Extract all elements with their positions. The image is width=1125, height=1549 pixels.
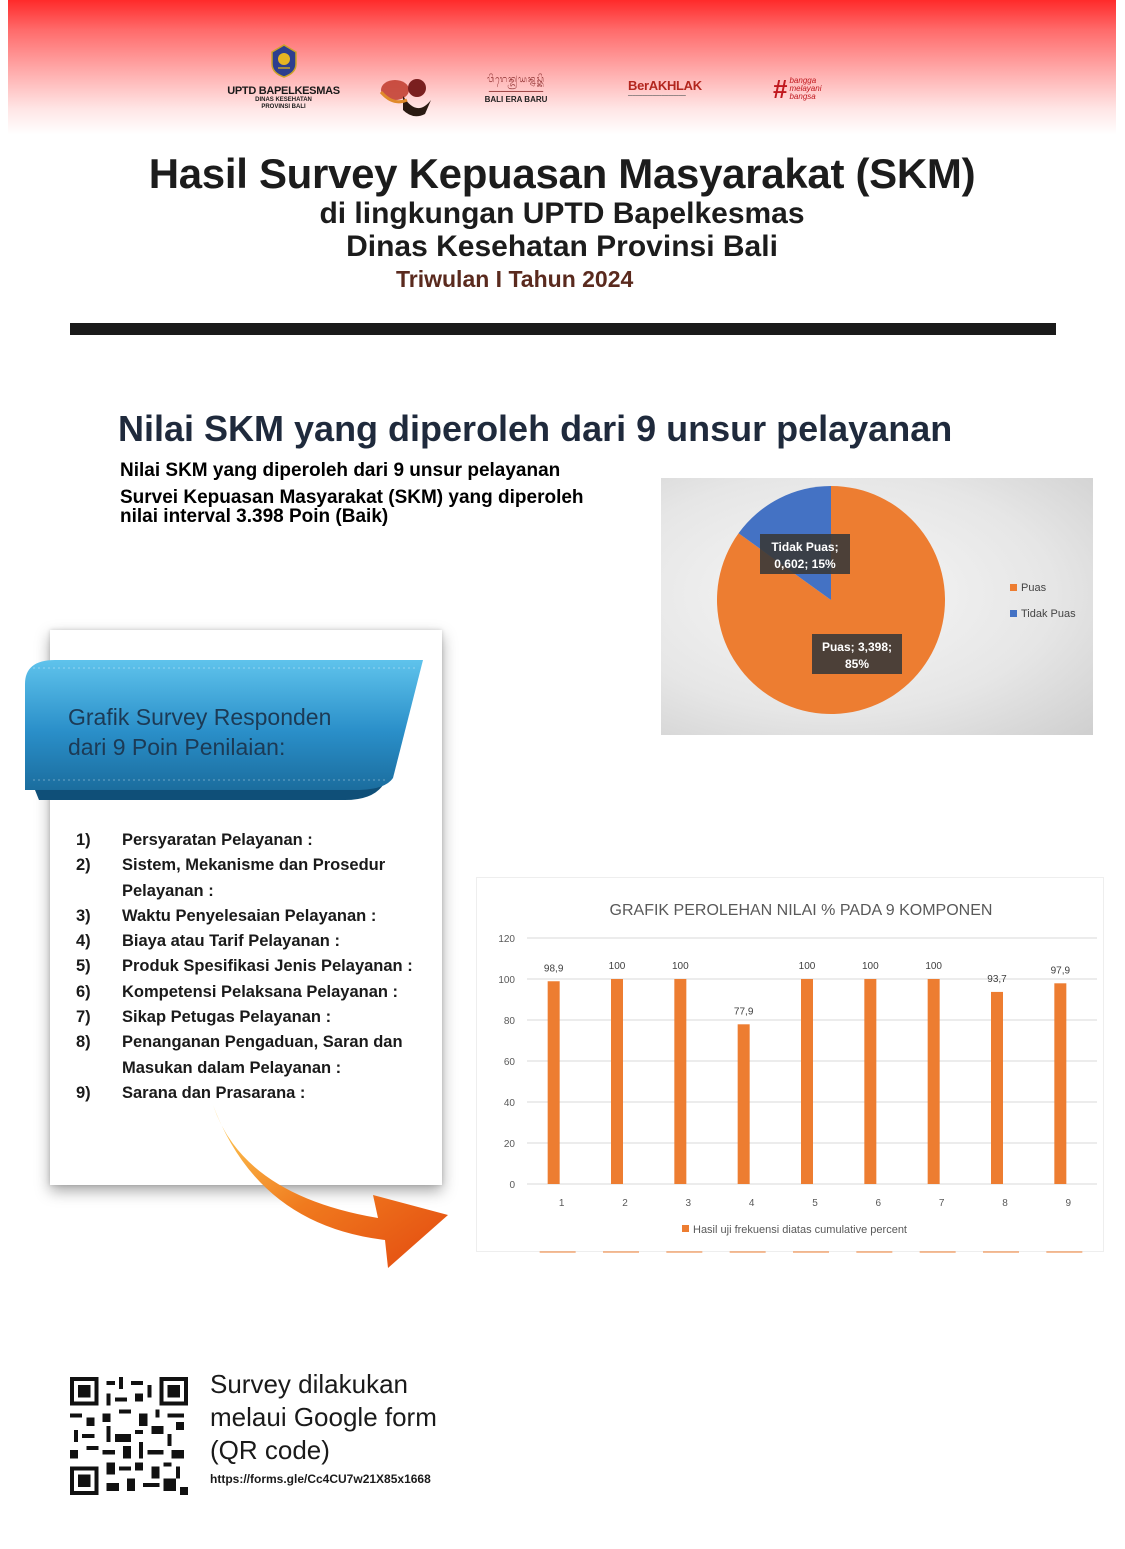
- criteria-text: Sistem, Mekanisme dan Prosedur Pelayanan :: [122, 856, 386, 900]
- hashtag-icon: #: [773, 74, 788, 104]
- section-heading: Nilai SKM yang diperoleh dari 9 unsur pelayanan: [118, 408, 953, 449]
- y-tick-label: 40: [503, 1098, 515, 1109]
- bangga-words: [789, 77, 821, 101]
- bali-era-baru-logo: [456, 72, 576, 104]
- svg-text:85%: 85%: [844, 657, 870, 671]
- bar-chart-title: GRAFIK PEROLEHAN NILAI % PADA 9 KOMPONEN: [609, 902, 993, 919]
- x-tick-label: 1: [558, 1198, 565, 1209]
- page-title: Hasil Survey Kepuasan Masyarakat (SKM): [148, 150, 976, 197]
- bar-9: [1054, 983, 1066, 1184]
- y-tick-label: 0: [509, 1180, 515, 1191]
- pie-legend-entry: [1010, 608, 1076, 620]
- y-tick-label: 60: [503, 1057, 515, 1068]
- criteria-item: [76, 828, 446, 853]
- pie-chart-panel: [661, 478, 1093, 735]
- x-tick-label: 6: [875, 1198, 882, 1209]
- criteria-number: 7): [76, 1008, 91, 1027]
- criteria-number: 8): [76, 1033, 91, 1052]
- criteria-text: Sikap Petugas Pelayanan :: [122, 1008, 332, 1027]
- qr-code-icon[interactable]: [70, 1377, 188, 1495]
- y-tick-label: 120: [498, 934, 515, 945]
- bar-data-label: 100: [861, 961, 879, 972]
- criteria-list: [76, 828, 446, 1106]
- logo-bar: [8, 42, 1116, 127]
- criteria-text: Produk Spesifikasi Jenis Pelayanan :: [122, 957, 413, 976]
- page-subtitle-1: di lingkungan UPTD Bapelkesmas: [319, 197, 805, 230]
- divider-rule: [70, 323, 1056, 335]
- uptd-emblem-icon: [269, 44, 299, 78]
- bar-7: [928, 979, 940, 1184]
- criteria-text: Penanganan Pengaduan, Saran dan Masukan dalam Pelayanan :: [122, 1033, 403, 1077]
- criteria-item: [76, 929, 446, 954]
- survey-link[interactable]: https://forms.gle/Cc4CU7w21X85x1668: [210, 1472, 431, 1486]
- bali-dancer-logo-icon: [373, 70, 443, 120]
- criteria-item: [76, 980, 446, 1005]
- uptd-logo: [226, 44, 341, 111]
- criteria-number: 6): [76, 982, 91, 1001]
- bar-8: [991, 992, 1003, 1184]
- bar-data-label: 97,9: [1050, 965, 1071, 977]
- bar-5: [801, 979, 813, 1184]
- bar-data-label: 93,7: [987, 973, 1007, 985]
- bar-data-label: 100: [608, 961, 626, 972]
- criteria-number: 1): [76, 831, 91, 849]
- ribbon-title-line-1: Grafik Survey Responden: [68, 704, 332, 730]
- svg-text:0,602; 15%: 0,602; 15%: [774, 557, 836, 571]
- criteria-item: [76, 1030, 446, 1081]
- svg-text:Hasil uji frekuensi diatas cum: Hasil uji frekuensi diatas cumulative percent: [693, 1224, 907, 1236]
- bar-data-label: 98,9: [543, 963, 564, 975]
- criteria-item: [76, 1005, 446, 1030]
- criteria-number: 4): [76, 932, 91, 951]
- x-tick-label: 5: [812, 1198, 818, 1209]
- y-tick-label: 20: [503, 1139, 515, 1150]
- berakhlak-text: BerAKHLAK: [628, 78, 702, 93]
- pie-data-label: [812, 634, 902, 674]
- bar-data-label: 100: [925, 961, 943, 972]
- bar-6: [864, 979, 876, 1184]
- svg-text:Tidak Puas;: Tidak Puas;: [771, 540, 839, 554]
- berakhlak-logo: [628, 78, 702, 98]
- ribbon-title: [68, 702, 331, 762]
- criteria-number: 5): [76, 957, 91, 976]
- bangga-word-2: melayani: [789, 84, 822, 93]
- x-tick-label: 2: [622, 1198, 628, 1209]
- qr-caption: Survey dilakukan melaui Google form (QR code): [210, 1369, 437, 1465]
- uptd-logo-line2: DINAS KESEHATAN: [255, 97, 312, 103]
- x-tick-label: 9: [1065, 1198, 1072, 1209]
- bar-3: [674, 979, 686, 1184]
- bangga-word-3: bangsa: [789, 92, 816, 101]
- summary-line-2: Survei Kepuasan Masyarakat (SKM) yang diperoleh nilai interval 3.398 Poin (Baik): [120, 487, 584, 527]
- bar-data-label: 100: [671, 961, 689, 972]
- uptd-logo-line3: PROVINSI BALI: [261, 104, 306, 110]
- svg-text:Tidak Puas: Tidak Puas: [1021, 608, 1076, 620]
- criteria-item: [76, 853, 446, 904]
- x-tick-label: 3: [685, 1198, 692, 1209]
- x-tick-label: 8: [1002, 1198, 1008, 1209]
- x-tick-label: 7: [938, 1198, 945, 1209]
- bangga-melayani-logo: [773, 76, 821, 102]
- bali-script-text: ᬯᬶᬭᬾᬦ᭄ᬤ᭄ᬭᬬᬦ᭄ᬦᬲ᭄ᬓᬶ: [487, 74, 545, 84]
- bar-4: [738, 1024, 750, 1184]
- criteria-number: 3): [76, 906, 91, 925]
- arrow-icon: [203, 1100, 453, 1270]
- criteria-text: Kompetensi Pelaksana Pelayanan :: [122, 982, 399, 1001]
- summary-line-1: Nilai SKM yang diperoleh dari 9 unsur pelayanan: [120, 460, 561, 481]
- criteria-text: Sarana dan Prasarana :: [122, 1083, 306, 1102]
- criteria-text: Waktu Penyelesaian Pelayanan :: [122, 906, 377, 925]
- page-subtitle-2: Dinas Kesehatan Provinsi Bali: [346, 230, 778, 263]
- criteria-number: 9): [76, 1083, 91, 1102]
- criteria-number: 2): [76, 856, 91, 875]
- svg-text:Puas; 3,398;: Puas; 3,398;: [821, 640, 893, 654]
- pie-legend-entry: [1010, 582, 1047, 594]
- bar-legend-entry: [682, 1224, 907, 1236]
- era-baru-decor: ━━━━━━━━━━━━━━━━━━: [488, 89, 544, 95]
- pie-chart: [661, 478, 1093, 735]
- bar-chart-panel: [476, 877, 1104, 1252]
- criteria-item: [76, 904, 446, 929]
- bar-data-label: 100: [798, 961, 816, 972]
- poster: [8, 0, 1116, 1549]
- pie-data-label: [760, 534, 850, 574]
- bar-1: [548, 981, 560, 1184]
- bali-era-baru-text: BALI ERA BARU: [484, 95, 548, 104]
- berakhlak-tagline-decor: ━━━━━━━━━━━━━━━━━━━━━━━━: [628, 93, 686, 98]
- criteria-text: Biaya atau Tarif Pelayanan :: [122, 932, 340, 951]
- bangga-word-1: bangga: [789, 76, 817, 85]
- bar-chart: [477, 878, 1105, 1253]
- criteria-text: Persyaratan Pelayanan :: [122, 831, 313, 849]
- y-tick-label: 100: [498, 975, 515, 986]
- period-label: Triwulan I Tahun 2024: [396, 266, 634, 292]
- y-tick-label: 80: [503, 1016, 515, 1027]
- uptd-logo-line1: UPTD BAPELKESMAS: [227, 85, 340, 97]
- ribbon-title-line-2: dari 9 Poin Penilaian:: [68, 734, 286, 760]
- bar-data-label: 77,9: [733, 1006, 754, 1018]
- criteria-item: [76, 954, 446, 979]
- x-tick-label: 4: [748, 1198, 755, 1209]
- svg-text:Puas: Puas: [1021, 582, 1047, 594]
- bar-2: [611, 979, 623, 1184]
